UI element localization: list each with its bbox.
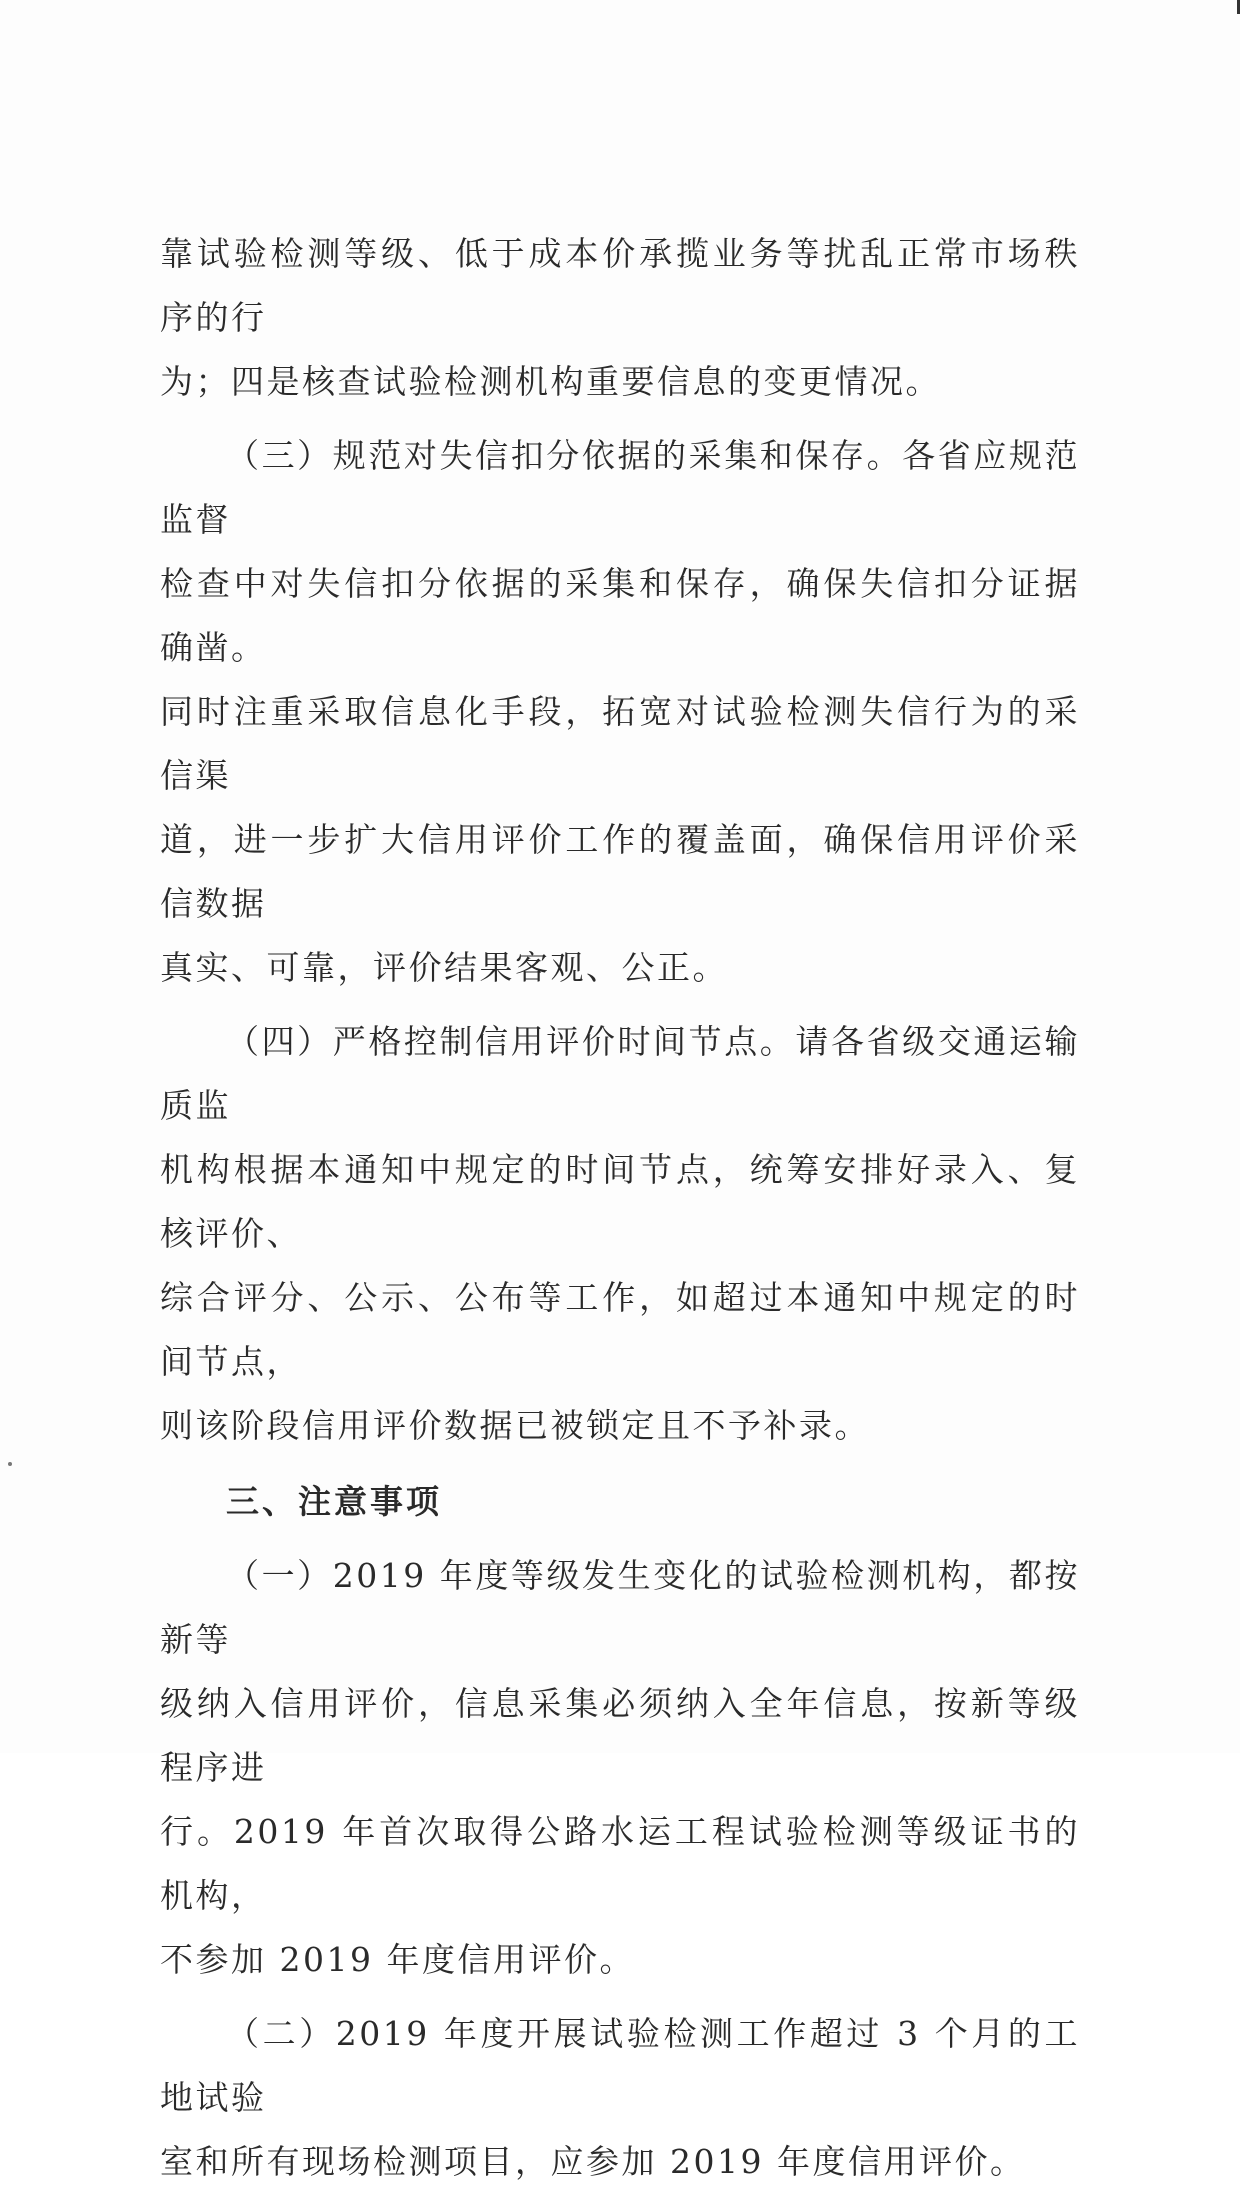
- paragraph-item-4: [160, 1010, 1080, 1458]
- text-line: 检查中对失信扣分依据的采集和保存，确保失信扣分证据确凿。: [160, 564, 1080, 667]
- text-line: 为；四是核查试验检测机构重要信息的变更情况。: [160, 362, 941, 401]
- paragraph-note-2: [160, 2002, 1080, 2194]
- text-line: 机构根据本通知中规定的时间节点，统筹安排好录入、复核评价、: [160, 1150, 1080, 1253]
- text-line: 级纳入信用评价，信息采集必须纳入全年信息，按新等级程序进: [160, 1684, 1080, 1787]
- section-heading: 三、注意事项: [226, 1482, 442, 1521]
- text-line: 行。2019 年首次取得公路水运工程试验检测等级证书的机构，: [160, 1812, 1080, 1915]
- text-line: 同时注重采取信息化手段，拓宽对试验检测失信行为的采信渠: [160, 692, 1080, 795]
- scan-speck: [8, 1462, 12, 1466]
- text-line: 靠试验检测等级、低于成本价承揽业务等扰乱正常市场秩序的行: [160, 234, 1080, 337]
- text-line: （三）规范对失信扣分依据的采集和保存。各省应规范监督: [160, 436, 1080, 539]
- paragraph-continuation: [160, 222, 1080, 414]
- paragraph-item-3: [160, 424, 1080, 1000]
- text-line: （一）2019 年度等级发生变化的试验检测机构，都按新等: [160, 1556, 1080, 1659]
- text-line: 则该阶段信用评价数据已被锁定且不予补录。: [160, 1406, 870, 1445]
- text-line: 道，进一步扩大信用评价工作的覆盖面，确保信用评价采信数据: [160, 820, 1080, 923]
- text-line: （二）2019 年度开展试验检测工作超过 3 个月的工地试验: [160, 2014, 1080, 2117]
- paragraph-note-1: [160, 1544, 1080, 1992]
- text-line: （四）严格控制信用评价时间节点。请各省级交通运输质监: [160, 1022, 1080, 1125]
- text-line: 不参加 2019 年度信用评价。: [160, 1940, 635, 1979]
- text-line: 综合评分、公示、公布等工作，如超过本通知中规定的时间节点，: [160, 1278, 1080, 1381]
- text-line: 真实、可靠，评价结果客观、公正。: [160, 948, 728, 987]
- document-body: [160, 222, 1080, 2194]
- text-line: 室和所有现场检测项目，应参加 2019 年度信用评价。: [160, 2142, 1026, 2181]
